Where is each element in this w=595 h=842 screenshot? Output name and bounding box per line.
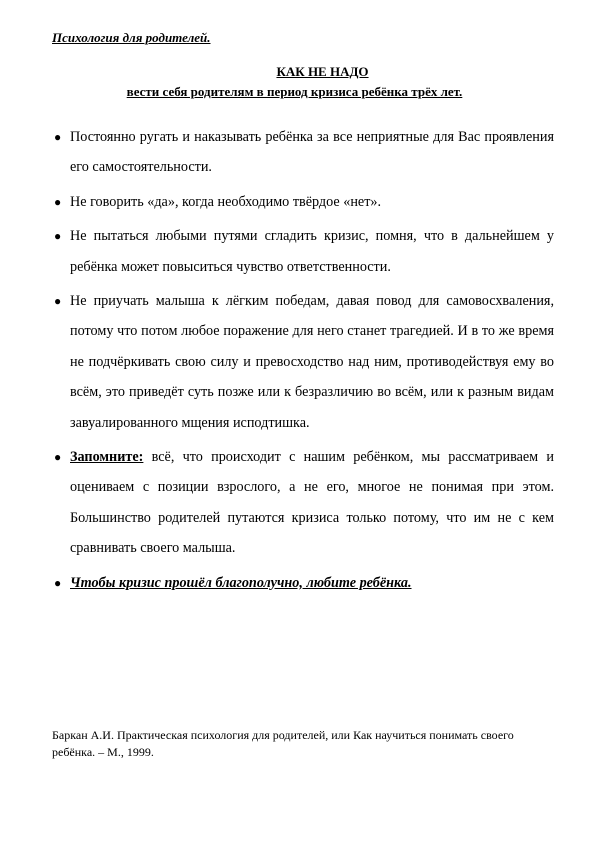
title-line-2: вести себя родителям в период кризиса ребёнка трёх лет. <box>126 84 463 99</box>
title-line-1: КАК НЕ НАДО <box>276 64 369 79</box>
bullet-icon: ● <box>54 450 62 465</box>
tip-text: Постоянно ругать и наказывать ребёнка за все неприятные для Вас проявления его самостоятельности. <box>70 129 554 176</box>
bullet-icon: ● <box>54 575 62 590</box>
bullet-icon: ● <box>54 194 62 209</box>
tip-text: Не приучать малыша к лёгким победам, давая повод для самовосхваления, потому что потом любое поражение для него станет трагедией. И в то же время не подчёркивать свою силу и превосходство над ним, противодействуя ему во всём, это приведёт суть позже или к безразличию во всём, или к разным видам завуалированного мщения исподтишка. <box>70 293 554 431</box>
section-label: Психология для родителей. <box>52 30 211 45</box>
list-item <box>44 122 554 183</box>
tip-lead: Запомните: <box>70 449 144 466</box>
bullet-icon: ● <box>54 294 62 309</box>
tip-text: Не говорить «да», когда необходимо твёрдое «нет». <box>70 193 382 210</box>
tip-text: Не пытаться любыми путями сгладить кризис, помня, что в дальнейшем у ребёнка может повыситься чувство ответственности. <box>70 228 554 275</box>
tip-text: всё, что происходит с нашим ребёнком, мы рассматриваем и оцениваем с позиции взрослого, а не его, многое не понимая при этом. Большинство родителей путаются кризиса только потому, что им не с кем сравнивать своего малыша. <box>70 449 554 557</box>
tips-list <box>44 122 554 602</box>
bullet-icon: ● <box>54 229 62 244</box>
page-title <box>40 62 555 102</box>
list-item <box>44 442 554 564</box>
tip-emphasis: Чтобы кризис прошёл благополучно, любите ребёнка. <box>70 574 412 591</box>
bullet-icon: ● <box>54 130 62 144</box>
reference-note: Баркан А.И. Практическая психология для родителей, или Как научиться понимать своего ребёнка. – М., 1999. <box>52 728 514 759</box>
list-item <box>44 286 554 438</box>
list-item <box>44 187 554 217</box>
list-item <box>44 221 554 282</box>
list-item <box>44 568 554 598</box>
